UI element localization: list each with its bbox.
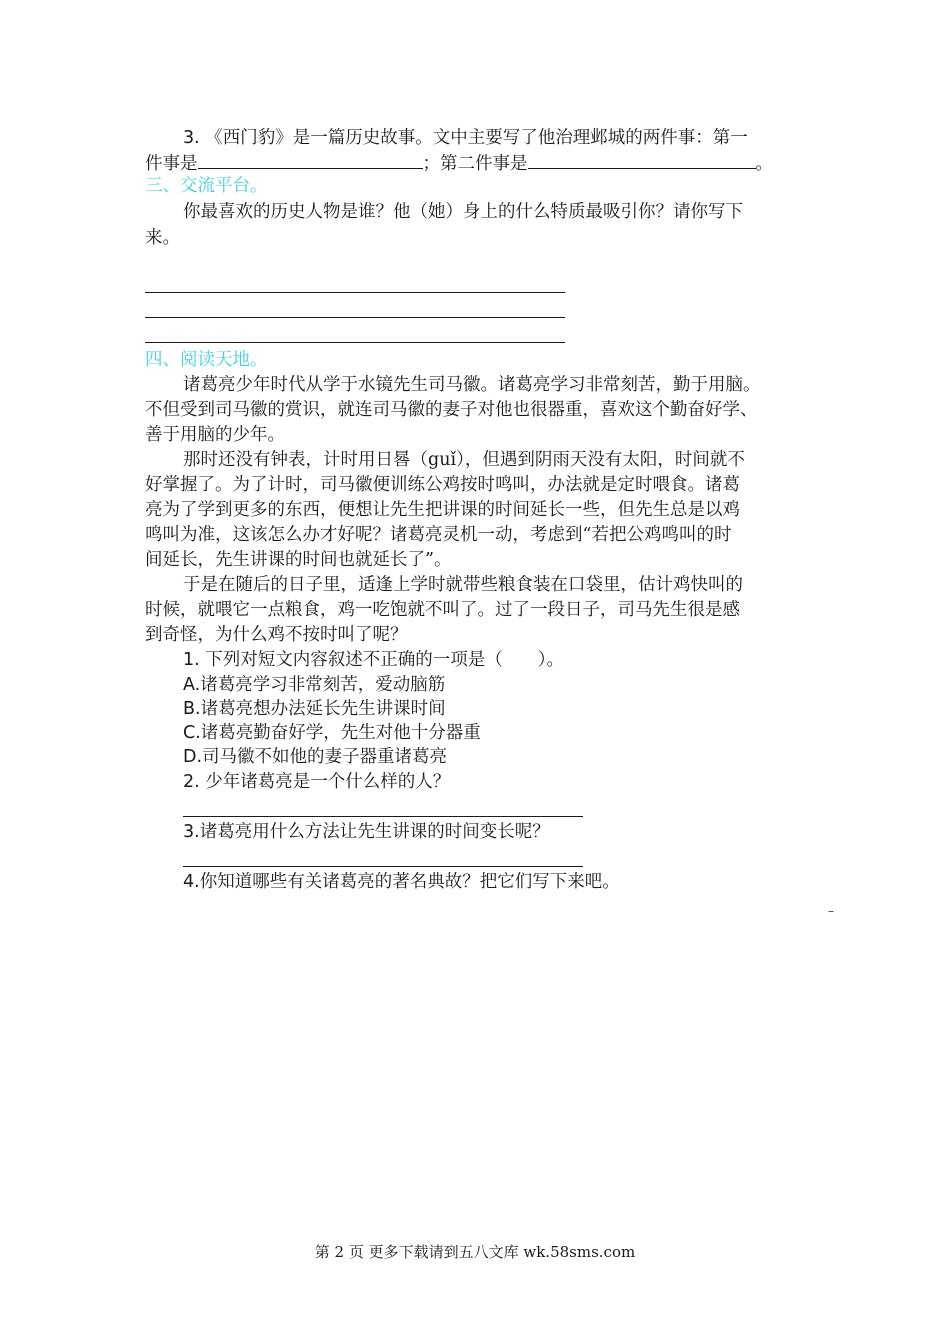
option-b[interactable]: B.诸葛亮想办法延长先生讲课时间: [183, 699, 446, 719]
paragraph-3-line-2: 时候，就喂它一点粮食，鸡一吃饱就不叫了。过了一段日子，司马先生很是感: [145, 600, 740, 620]
q3-text: 《西门豹》是一篇历史故事。文中主要写了他治理邺城的两件事：第一: [205, 128, 748, 148]
q3-blank-1[interactable]: [198, 150, 423, 169]
paragraph-2-line-4: 鸣叫为准，这该怎么办才好呢？诸葛亮灵机一动，考虑到“若把公鸡鸣叫的时: [145, 525, 732, 545]
q3-answer-line[interactable]: [183, 866, 583, 867]
question-3: 3.诸葛亮用什么方法让先生讲课的时间变长呢？: [183, 822, 550, 842]
paragraph-3-line-3: 到奇怪，为什么鸡不按时叫了呢？: [145, 625, 408, 645]
q3-number: 3.: [183, 128, 200, 148]
page-footer: 第 2 页 更多下载请到五八文库 wk.58sms.com: [314, 1243, 636, 1261]
paragraph-2-line-2: 好掌握了。为了计时，司马徽便训练公鸡按时鸣叫，办法就是定时喂食。诸葛: [145, 475, 740, 495]
question-4: 4.你知道哪些有关诸葛亮的著名典故？把它们写下来吧。: [183, 872, 620, 892]
paragraph-3-line-1: 于是在随后的日子里，适逢上学时就带些粮食装在口袋里，估计鸡快叫的: [183, 575, 743, 595]
answer-line-1[interactable]: [145, 292, 565, 293]
q3-end: 。: [755, 154, 773, 174]
option-c[interactable]: C.诸葛亮勤奋好学，先生对他十分器重: [183, 723, 481, 743]
answer-line-3[interactable]: [145, 342, 565, 343]
q3-part1: 件事是: [145, 154, 198, 174]
paragraph-1-line-2: 不但受到司马徽的赏识，就连司马徽的妻子对他也很器重，喜欢这个勤奋好学、: [145, 400, 758, 420]
paragraph-1-line-1: 诸葛亮少年时代从学于水镜先生司马徽。诸葛亮学习非常刻苦，勤于用脑。: [183, 375, 761, 395]
section-three-prompt-line1: 你最喜欢的历史人物是谁？他（她）身上的什么特质最吸引你？请你写下: [183, 202, 743, 222]
paragraph-1-line-3: 善于用脑的少年。: [145, 425, 285, 445]
stray-mark: –: [828, 904, 834, 918]
answer-line-2[interactable]: [145, 317, 565, 318]
section-three-prompt-line2: 来。: [145, 228, 180, 248]
section-three-heading: 三、交流平台。: [145, 176, 268, 196]
paragraph-2-line-3: 亮为了学到更多的东西，便想让先生把讲课的时间延长一些，但先生总是以鸡: [145, 500, 740, 520]
question-1: 1. 下列对短文内容叙述不正确的一项是（ ）。: [183, 650, 565, 670]
q2-answer-line[interactable]: [183, 816, 583, 817]
q3-blank-2[interactable]: [528, 150, 756, 169]
option-a[interactable]: A.诸葛亮学习非常刻苦，爱动脑筋: [183, 675, 446, 695]
option-d[interactable]: D.司马徽不如他的妻子器重诸葛亮: [183, 747, 448, 767]
q3-line2: [145, 150, 773, 176]
section-four-heading: 四、阅读天地。: [145, 350, 268, 370]
paragraph-2-line-1: 那时还没有钟表，计时用日晷（guǐ），但遇到阴雨天没有太阳，时间就不: [183, 450, 745, 470]
q3-part2: ；第二件事是: [422, 154, 528, 174]
q3-line1: [183, 126, 748, 150]
paragraph-2-line-5: 间延长，先生讲课的时间也就延长了”。: [145, 550, 452, 570]
question-2: 2. 少年诸葛亮是一个什么样的人？: [183, 772, 451, 792]
